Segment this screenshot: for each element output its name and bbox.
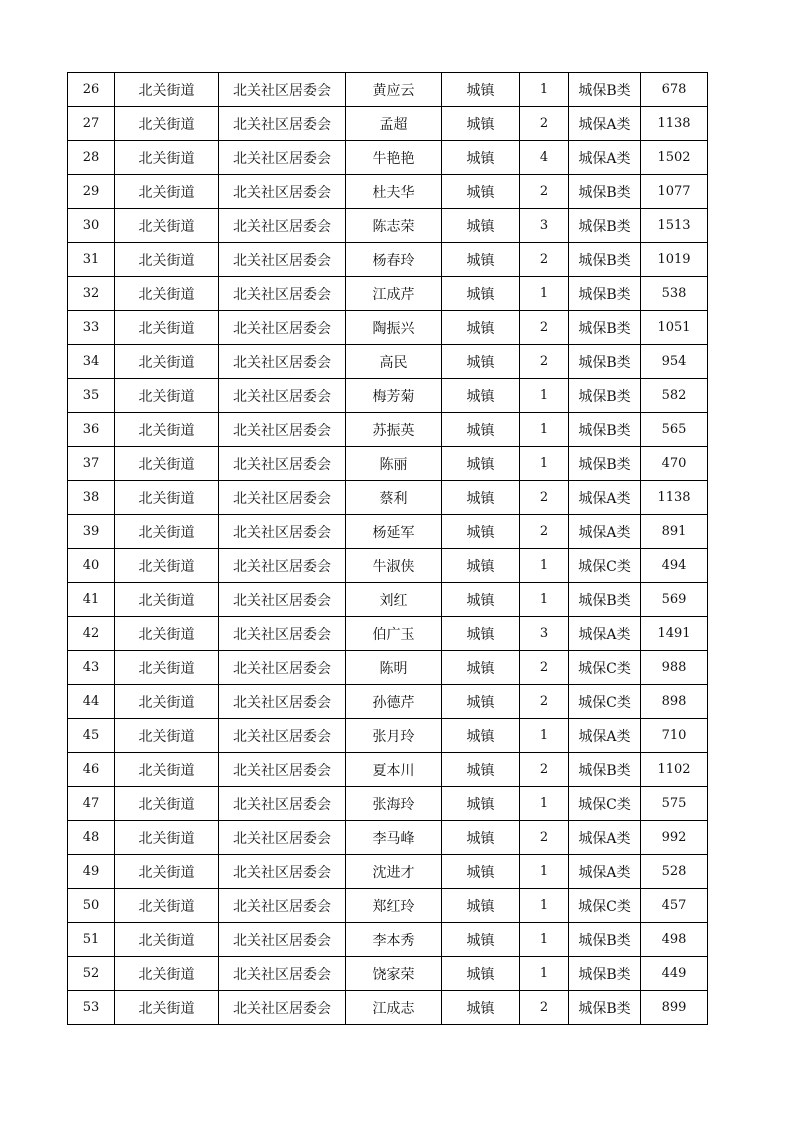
cell-amount: 678 xyxy=(641,73,708,107)
cell-name: 黄应云 xyxy=(346,73,442,107)
cell-household-size: 2 xyxy=(520,991,569,1025)
cell-household-size: 1 xyxy=(520,277,569,311)
cell-area-type: 城镇 xyxy=(442,753,520,787)
cell-name: 陈丽 xyxy=(346,447,442,481)
cell-community: 北关社区居委会 xyxy=(219,617,346,651)
cell-category: 城保C类 xyxy=(569,651,641,685)
cell-row-index: 45 xyxy=(68,719,115,753)
table-row xyxy=(68,209,708,243)
cell-amount: 1138 xyxy=(641,481,708,515)
cell-household-size: 1 xyxy=(520,447,569,481)
cell-subdistrict: 北关街道 xyxy=(115,753,219,787)
table-row xyxy=(68,447,708,481)
cell-amount: 898 xyxy=(641,685,708,719)
cell-community: 北关社区居委会 xyxy=(219,583,346,617)
cell-area-type: 城镇 xyxy=(442,957,520,991)
table-row xyxy=(68,685,708,719)
cell-amount: 710 xyxy=(641,719,708,753)
cell-area-type: 城镇 xyxy=(442,923,520,957)
cell-amount: 1102 xyxy=(641,753,708,787)
cell-household-size: 1 xyxy=(520,73,569,107)
cell-row-index: 29 xyxy=(68,175,115,209)
cell-subdistrict: 北关街道 xyxy=(115,175,219,209)
roster-body xyxy=(68,73,708,1025)
cell-row-index: 46 xyxy=(68,753,115,787)
cell-community: 北关社区居委会 xyxy=(219,447,346,481)
cell-name: 张月玲 xyxy=(346,719,442,753)
cell-household-size: 1 xyxy=(520,787,569,821)
cell-subdistrict: 北关街道 xyxy=(115,379,219,413)
cell-subdistrict: 北关街道 xyxy=(115,209,219,243)
cell-name: 张海玲 xyxy=(346,787,442,821)
cell-amount: 569 xyxy=(641,583,708,617)
cell-category: 城保A类 xyxy=(569,821,641,855)
cell-community: 北关社区居委会 xyxy=(219,413,346,447)
cell-category: 城保B类 xyxy=(569,413,641,447)
table-row xyxy=(68,379,708,413)
table-row xyxy=(68,277,708,311)
table-row xyxy=(68,583,708,617)
cell-row-index: 28 xyxy=(68,141,115,175)
cell-household-size: 2 xyxy=(520,345,569,379)
cell-amount: 470 xyxy=(641,447,708,481)
cell-subdistrict: 北关街道 xyxy=(115,617,219,651)
cell-amount: 899 xyxy=(641,991,708,1025)
cell-household-size: 2 xyxy=(520,515,569,549)
cell-community: 北关社区居委会 xyxy=(219,277,346,311)
cell-name: 李本秀 xyxy=(346,923,442,957)
cell-amount: 954 xyxy=(641,345,708,379)
cell-row-index: 34 xyxy=(68,345,115,379)
cell-category: 城保B类 xyxy=(569,345,641,379)
cell-name: 杨延军 xyxy=(346,515,442,549)
cell-area-type: 城镇 xyxy=(442,413,520,447)
cell-subdistrict: 北关街道 xyxy=(115,787,219,821)
cell-amount: 494 xyxy=(641,549,708,583)
cell-subdistrict: 北关街道 xyxy=(115,141,219,175)
cell-subdistrict: 北关街道 xyxy=(115,73,219,107)
cell-row-index: 53 xyxy=(68,991,115,1025)
cell-community: 北关社区居委会 xyxy=(219,345,346,379)
cell-name: 陈志荣 xyxy=(346,209,442,243)
cell-community: 北关社区居委会 xyxy=(219,481,346,515)
cell-area-type: 城镇 xyxy=(442,889,520,923)
cell-subdistrict: 北关街道 xyxy=(115,243,219,277)
cell-area-type: 城镇 xyxy=(442,345,520,379)
cell-subdistrict: 北关街道 xyxy=(115,889,219,923)
cell-household-size: 2 xyxy=(520,821,569,855)
table-row xyxy=(68,175,708,209)
cell-category: 城保A类 xyxy=(569,515,641,549)
cell-name: 高民 xyxy=(346,345,442,379)
cell-row-index: 26 xyxy=(68,73,115,107)
cell-household-size: 2 xyxy=(520,243,569,277)
cell-community: 北关社区居委会 xyxy=(219,991,346,1025)
table-row xyxy=(68,413,708,447)
cell-category: 城保A类 xyxy=(569,617,641,651)
cell-amount: 449 xyxy=(641,957,708,991)
cell-subdistrict: 北关街道 xyxy=(115,107,219,141)
cell-household-size: 2 xyxy=(520,175,569,209)
cell-community: 北关社区居委会 xyxy=(219,243,346,277)
cell-category: 城保C类 xyxy=(569,787,641,821)
cell-row-index: 51 xyxy=(68,923,115,957)
cell-area-type: 城镇 xyxy=(442,583,520,617)
cell-name: 刘红 xyxy=(346,583,442,617)
cell-amount: 582 xyxy=(641,379,708,413)
table-row xyxy=(68,107,708,141)
cell-household-size: 2 xyxy=(520,651,569,685)
cell-row-index: 48 xyxy=(68,821,115,855)
cell-area-type: 城镇 xyxy=(442,719,520,753)
table-row xyxy=(68,515,708,549)
cell-subdistrict: 北关街道 xyxy=(115,991,219,1025)
cell-name: 孟超 xyxy=(346,107,442,141)
cell-row-index: 44 xyxy=(68,685,115,719)
cell-row-index: 43 xyxy=(68,651,115,685)
cell-community: 北关社区居委会 xyxy=(219,957,346,991)
cell-amount: 1138 xyxy=(641,107,708,141)
cell-area-type: 城镇 xyxy=(442,855,520,889)
cell-subdistrict: 北关街道 xyxy=(115,855,219,889)
cell-household-size: 2 xyxy=(520,311,569,345)
cell-area-type: 城镇 xyxy=(442,821,520,855)
table-row xyxy=(68,141,708,175)
cell-category: 城保B类 xyxy=(569,243,641,277)
table-row xyxy=(68,617,708,651)
table-row xyxy=(68,719,708,753)
cell-household-size: 2 xyxy=(520,481,569,515)
cell-row-index: 37 xyxy=(68,447,115,481)
cell-name: 陶振兴 xyxy=(346,311,442,345)
cell-community: 北关社区居委会 xyxy=(219,107,346,141)
cell-amount: 992 xyxy=(641,821,708,855)
cell-area-type: 城镇 xyxy=(442,73,520,107)
cell-row-index: 36 xyxy=(68,413,115,447)
cell-category: 城保B类 xyxy=(569,991,641,1025)
cell-area-type: 城镇 xyxy=(442,311,520,345)
cell-household-size: 1 xyxy=(520,889,569,923)
cell-subdistrict: 北关街道 xyxy=(115,583,219,617)
cell-category: 城保C类 xyxy=(569,549,641,583)
cell-amount: 1019 xyxy=(641,243,708,277)
cell-name: 杨春玲 xyxy=(346,243,442,277)
cell-community: 北关社区居委会 xyxy=(219,651,346,685)
cell-household-size: 1 xyxy=(520,583,569,617)
cell-community: 北关社区居委会 xyxy=(219,311,346,345)
cell-household-size: 2 xyxy=(520,685,569,719)
cell-name: 陈明 xyxy=(346,651,442,685)
cell-category: 城保C类 xyxy=(569,685,641,719)
cell-category: 城保A类 xyxy=(569,719,641,753)
cell-category: 城保A类 xyxy=(569,481,641,515)
cell-community: 北关社区居委会 xyxy=(219,821,346,855)
cell-subdistrict: 北关街道 xyxy=(115,311,219,345)
cell-amount: 538 xyxy=(641,277,708,311)
cell-name: 郑红玲 xyxy=(346,889,442,923)
cell-category: 城保B类 xyxy=(569,583,641,617)
cell-community: 北关社区居委会 xyxy=(219,549,346,583)
cell-household-size: 1 xyxy=(520,923,569,957)
cell-row-index: 32 xyxy=(68,277,115,311)
cell-name: 蔡利 xyxy=(346,481,442,515)
cell-household-size: 2 xyxy=(520,753,569,787)
cell-row-index: 52 xyxy=(68,957,115,991)
cell-subdistrict: 北关街道 xyxy=(115,651,219,685)
cell-category: 城保A类 xyxy=(569,107,641,141)
cell-household-size: 4 xyxy=(520,141,569,175)
table-row xyxy=(68,753,708,787)
cell-subdistrict: 北关街道 xyxy=(115,549,219,583)
cell-subdistrict: 北关街道 xyxy=(115,719,219,753)
cell-area-type: 城镇 xyxy=(442,481,520,515)
cell-name: 饶家荣 xyxy=(346,957,442,991)
cell-area-type: 城镇 xyxy=(442,787,520,821)
roster-table xyxy=(67,72,708,1025)
table-row xyxy=(68,855,708,889)
cell-row-index: 50 xyxy=(68,889,115,923)
cell-category: 城保B类 xyxy=(569,209,641,243)
cell-household-size: 1 xyxy=(520,413,569,447)
cell-name: 江成志 xyxy=(346,991,442,1025)
cell-amount: 565 xyxy=(641,413,708,447)
table-row xyxy=(68,73,708,107)
cell-community: 北关社区居委会 xyxy=(219,175,346,209)
cell-category: 城保B类 xyxy=(569,447,641,481)
cell-area-type: 城镇 xyxy=(442,277,520,311)
table-row xyxy=(68,651,708,685)
cell-subdistrict: 北关街道 xyxy=(115,821,219,855)
cell-name: 苏振英 xyxy=(346,413,442,447)
cell-category: 城保B类 xyxy=(569,923,641,957)
table-row xyxy=(68,923,708,957)
cell-amount: 1491 xyxy=(641,617,708,651)
cell-community: 北关社区居委会 xyxy=(219,515,346,549)
cell-name: 李马峰 xyxy=(346,821,442,855)
cell-category: 城保A类 xyxy=(569,855,641,889)
cell-name: 沈进才 xyxy=(346,855,442,889)
cell-area-type: 城镇 xyxy=(442,141,520,175)
cell-area-type: 城镇 xyxy=(442,991,520,1025)
cell-area-type: 城镇 xyxy=(442,379,520,413)
cell-amount: 498 xyxy=(641,923,708,957)
cell-area-type: 城镇 xyxy=(442,209,520,243)
cell-row-index: 41 xyxy=(68,583,115,617)
cell-row-index: 30 xyxy=(68,209,115,243)
cell-community: 北关社区居委会 xyxy=(219,719,346,753)
cell-name: 牛淑侠 xyxy=(346,549,442,583)
cell-row-index: 47 xyxy=(68,787,115,821)
cell-row-index: 39 xyxy=(68,515,115,549)
cell-row-index: 49 xyxy=(68,855,115,889)
cell-amount: 1077 xyxy=(641,175,708,209)
cell-community: 北关社区居委会 xyxy=(219,889,346,923)
table-row xyxy=(68,957,708,991)
cell-area-type: 城镇 xyxy=(442,651,520,685)
cell-community: 北关社区居委会 xyxy=(219,753,346,787)
cell-name: 杜夫华 xyxy=(346,175,442,209)
cell-amount: 457 xyxy=(641,889,708,923)
cell-subdistrict: 北关街道 xyxy=(115,685,219,719)
cell-name: 梅芳菊 xyxy=(346,379,442,413)
cell-household-size: 3 xyxy=(520,209,569,243)
table-row xyxy=(68,787,708,821)
table-row xyxy=(68,549,708,583)
cell-area-type: 城镇 xyxy=(442,107,520,141)
table-row xyxy=(68,481,708,515)
cell-category: 城保B类 xyxy=(569,379,641,413)
cell-community: 北关社区居委会 xyxy=(219,141,346,175)
cell-name: 夏本川 xyxy=(346,753,442,787)
cell-area-type: 城镇 xyxy=(442,685,520,719)
cell-row-index: 27 xyxy=(68,107,115,141)
table-row xyxy=(68,889,708,923)
cell-row-index: 31 xyxy=(68,243,115,277)
table-row xyxy=(68,991,708,1025)
cell-amount: 528 xyxy=(641,855,708,889)
cell-row-index: 40 xyxy=(68,549,115,583)
cell-subdistrict: 北关街道 xyxy=(115,515,219,549)
cell-amount: 988 xyxy=(641,651,708,685)
cell-category: 城保B类 xyxy=(569,73,641,107)
cell-name: 伯广玉 xyxy=(346,617,442,651)
cell-amount: 891 xyxy=(641,515,708,549)
cell-area-type: 城镇 xyxy=(442,617,520,651)
cell-amount: 575 xyxy=(641,787,708,821)
cell-household-size: 1 xyxy=(520,957,569,991)
cell-household-size: 2 xyxy=(520,107,569,141)
cell-area-type: 城镇 xyxy=(442,549,520,583)
cell-amount: 1051 xyxy=(641,311,708,345)
cell-area-type: 城镇 xyxy=(442,243,520,277)
cell-community: 北关社区居委会 xyxy=(219,379,346,413)
cell-area-type: 城镇 xyxy=(442,515,520,549)
cell-household-size: 1 xyxy=(520,719,569,753)
cell-subdistrict: 北关街道 xyxy=(115,923,219,957)
cell-category: 城保B类 xyxy=(569,957,641,991)
cell-subdistrict: 北关街道 xyxy=(115,413,219,447)
cell-category: 城保B类 xyxy=(569,277,641,311)
cell-subdistrict: 北关街道 xyxy=(115,481,219,515)
cell-area-type: 城镇 xyxy=(442,175,520,209)
cell-row-index: 42 xyxy=(68,617,115,651)
cell-subdistrict: 北关街道 xyxy=(115,957,219,991)
cell-subdistrict: 北关街道 xyxy=(115,345,219,379)
cell-amount: 1513 xyxy=(641,209,708,243)
cell-community: 北关社区居委会 xyxy=(219,855,346,889)
cell-household-size: 1 xyxy=(520,855,569,889)
cell-category: 城保C类 xyxy=(569,889,641,923)
cell-community: 北关社区居委会 xyxy=(219,923,346,957)
cell-area-type: 城镇 xyxy=(442,447,520,481)
table-row xyxy=(68,243,708,277)
cell-amount: 1502 xyxy=(641,141,708,175)
cell-row-index: 38 xyxy=(68,481,115,515)
cell-household-size: 1 xyxy=(520,379,569,413)
cell-row-index: 33 xyxy=(68,311,115,345)
cell-category: 城保B类 xyxy=(569,311,641,345)
cell-category: 城保A类 xyxy=(569,141,641,175)
table-row xyxy=(68,345,708,379)
cell-name: 牛艳艳 xyxy=(346,141,442,175)
cell-community: 北关社区居委会 xyxy=(219,209,346,243)
cell-category: 城保B类 xyxy=(569,753,641,787)
cell-household-size: 1 xyxy=(520,549,569,583)
cell-subdistrict: 北关街道 xyxy=(115,277,219,311)
table-row xyxy=(68,821,708,855)
cell-name: 孙德芹 xyxy=(346,685,442,719)
cell-community: 北关社区居委会 xyxy=(219,73,346,107)
cell-community: 北关社区居委会 xyxy=(219,685,346,719)
cell-name: 江成芹 xyxy=(346,277,442,311)
cell-subdistrict: 北关街道 xyxy=(115,447,219,481)
cell-category: 城保B类 xyxy=(569,175,641,209)
table-row xyxy=(68,311,708,345)
cell-community: 北关社区居委会 xyxy=(219,787,346,821)
cell-row-index: 35 xyxy=(68,379,115,413)
cell-household-size: 3 xyxy=(520,617,569,651)
